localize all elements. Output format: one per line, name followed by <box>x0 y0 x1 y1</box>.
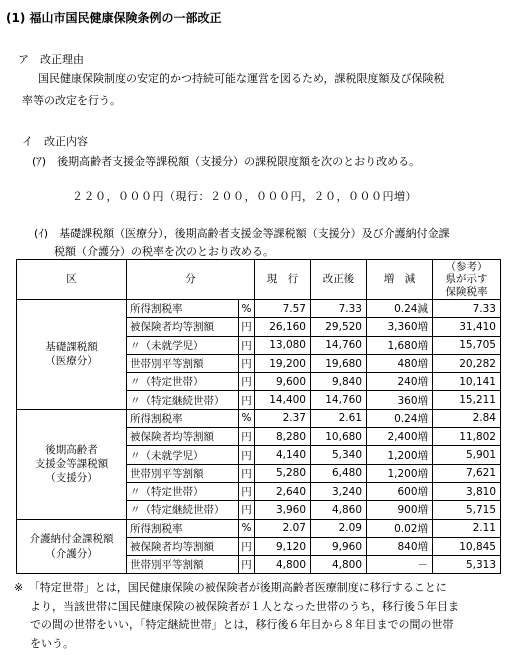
reference-value-cell: 5,313 <box>433 556 501 574</box>
change-value-cell: 900増 <box>367 501 433 519</box>
unit-cell: 円 <box>239 373 255 391</box>
change-value-cell: 360増 <box>367 391 433 409</box>
unit-cell: 円 <box>239 428 255 446</box>
item-cell: 〃（特定継続世帯） <box>127 391 239 409</box>
revised-value-cell: 7.33 <box>311 300 367 318</box>
item-cell: 〃（特定世帯） <box>127 373 239 391</box>
category-cell <box>17 409 127 519</box>
current-value-cell: 26,160 <box>255 318 311 336</box>
unit-cell: 円 <box>239 318 255 336</box>
unit-cell: 円 <box>239 464 255 482</box>
header-ku: 区 <box>17 260 127 300</box>
header-bun: 分 <box>127 260 255 300</box>
revised-value-cell: 14,760 <box>311 391 367 409</box>
change-value-cell: 2,400増 <box>367 428 433 446</box>
category-label: （医療分） <box>45 355 98 368</box>
reference-value-cell: 31,410 <box>433 318 501 336</box>
content-item-2-line2: 税額（介護分）の税率を次のとおり改める。 <box>54 245 274 258</box>
unit-cell: 円 <box>239 446 255 464</box>
current-value-cell: 3,960 <box>255 501 311 519</box>
item-cell: 所得割税率 <box>127 300 239 318</box>
change-value-cell: 1,680増 <box>367 336 433 354</box>
revised-value-cell: 5,340 <box>311 446 367 464</box>
current-value-cell: 7.57 <box>255 300 311 318</box>
header-revised: 改正後 <box>311 260 367 300</box>
revised-value-cell: 14,760 <box>311 336 367 354</box>
category-label: 基礎課税額 <box>45 341 98 354</box>
change-value-cell: 840増 <box>367 537 433 555</box>
footnote-line1: ※ 「特定世帯」とは，国民健康保険の被保険者が後期高齢者医療制度に移行することに <box>14 581 447 594</box>
reason-heading: ア 改正理由 <box>18 53 84 66</box>
reference-value-cell: 11,802 <box>433 428 501 446</box>
category-label: 後期高齢者 <box>45 443 98 456</box>
footnote-line4: をいう。 <box>30 636 74 650</box>
content-heading: イ 改正内容 <box>22 135 88 148</box>
change-value-cell: － <box>367 556 433 574</box>
unit-cell: 円 <box>239 391 255 409</box>
limit-amount: ２２０，０００円（現行：２００，０００円，２０，０００円増） <box>72 190 417 203</box>
item-cell: 被保険者均等割額 <box>127 537 239 555</box>
item-cell: 所得割税率 <box>127 409 239 427</box>
unit-cell: % <box>239 519 255 537</box>
item-cell: 世帯別平等割額 <box>127 464 239 482</box>
category-label: （介護分） <box>45 547 98 560</box>
reference-value-cell: 7,621 <box>433 464 501 482</box>
header-reference: （参考） 県が示す 保険税率 <box>433 260 501 300</box>
reference-value-cell: 10,845 <box>433 537 501 555</box>
revised-value-cell: 9,840 <box>311 373 367 391</box>
unit-cell: 円 <box>239 354 255 372</box>
revised-value-cell: 19,680 <box>311 354 367 372</box>
reference-value-cell: 7.33 <box>433 300 501 318</box>
reference-value-cell: 15,211 <box>433 391 501 409</box>
revised-value-cell: 9,960 <box>311 537 367 555</box>
revised-value-cell: 4,860 <box>311 501 367 519</box>
reference-value-cell: 5,715 <box>433 501 501 519</box>
reference-value-cell: 10,141 <box>433 373 501 391</box>
footnote-line2: より，当該世帯に国民健康保険の被保険者が１人となった世帯のうち，移行後５年目ま <box>30 599 459 613</box>
reason-text-line2: 率等の改定を行う。 <box>22 94 121 107</box>
item-cell: 〃（特定世帯） <box>127 482 239 500</box>
table-header-row <box>17 260 501 300</box>
revised-value-cell: 2.09 <box>311 519 367 537</box>
unit-cell: % <box>239 409 255 427</box>
reference-value-cell: 20,282 <box>433 354 501 372</box>
revised-value-cell: 10,680 <box>311 428 367 446</box>
change-value-cell: 240増 <box>367 373 433 391</box>
revised-value-cell: 2.61 <box>311 409 367 427</box>
item-cell: 被保険者均等割額 <box>127 318 239 336</box>
current-value-cell: 5,280 <box>255 464 311 482</box>
category-cell <box>17 519 127 574</box>
revised-value-cell: 3,240 <box>311 482 367 500</box>
unit-cell: 円 <box>239 537 255 555</box>
header-change: 増 減 <box>367 260 433 300</box>
reason-text-line1: 国民健康保険制度の安定的かつ持続可能な運営を図るため，課税限度額及び保険税 <box>38 72 445 85</box>
reference-value-cell: 2.84 <box>433 409 501 427</box>
unit-cell: 円 <box>239 501 255 519</box>
current-value-cell: 9,120 <box>255 537 311 555</box>
change-value-cell: 600増 <box>367 482 433 500</box>
unit-cell: 円 <box>239 336 255 354</box>
current-value-cell: 9,600 <box>255 373 311 391</box>
category-label: 支援金等課税額 <box>34 458 109 471</box>
content-item-2-line1: (ｲ) 基礎課税額（医療分），後期高齢者支援金等課税額（支援分）及び介護納付金課 <box>34 227 450 240</box>
category-label: 介護納付金課税額 <box>29 533 114 546</box>
current-value-cell: 14,400 <box>255 391 311 409</box>
tax-rate-table <box>16 259 501 574</box>
page-heading: (1) 福山市国民健康保険条例の一部改正 <box>6 11 222 25</box>
footnote-line3: での間の世帯をいい，「特定継続世帯」とは，移行後６年目から８年目までの間の世帯 <box>30 618 454 631</box>
current-value-cell: 2.37 <box>255 409 311 427</box>
category-label: （支援分） <box>45 472 98 485</box>
current-value-cell: 4,800 <box>255 556 311 574</box>
unit-cell: 円 <box>239 556 255 574</box>
current-value-cell: 4,140 <box>255 446 311 464</box>
item-cell: 〃（未就学児） <box>127 446 239 464</box>
change-value-cell: 0.02増 <box>367 519 433 537</box>
item-cell: 世帯別平等割額 <box>127 354 239 372</box>
revised-value-cell: 4,800 <box>311 556 367 574</box>
current-value-cell: 8,280 <box>255 428 311 446</box>
reference-value-cell: 15,705 <box>433 336 501 354</box>
category-cell <box>17 300 127 410</box>
current-value-cell: 13,080 <box>255 336 311 354</box>
change-value-cell: 0.24減 <box>367 300 433 318</box>
content-item-1: (ｱ) 後期高齢者支援金等課税額（支援分）の課税限度額を次のとおり改める。 <box>32 155 421 168</box>
change-value-cell: 1,200増 <box>367 446 433 464</box>
header-current: 現 行 <box>255 260 311 300</box>
reference-value-cell: 3,810 <box>433 482 501 500</box>
item-cell: 〃（未就学児） <box>127 336 239 354</box>
item-cell: 所得割税率 <box>127 519 239 537</box>
table-row <box>17 300 501 318</box>
change-value-cell: 480増 <box>367 354 433 372</box>
table-row <box>17 519 501 537</box>
change-value-cell: 0.24増 <box>367 409 433 427</box>
table-row <box>17 409 501 427</box>
unit-cell: 円 <box>239 482 255 500</box>
change-value-cell: 3,360増 <box>367 318 433 336</box>
reference-value-cell: 2.11 <box>433 519 501 537</box>
footnote <box>14 579 504 653</box>
current-value-cell: 2,640 <box>255 482 311 500</box>
item-cell: 〃（特定継続世帯） <box>127 501 239 519</box>
item-cell: 被保険者均等割額 <box>127 428 239 446</box>
revised-value-cell: 29,520 <box>311 318 367 336</box>
current-value-cell: 19,200 <box>255 354 311 372</box>
unit-cell: % <box>239 300 255 318</box>
item-cell: 世帯別平等割額 <box>127 556 239 574</box>
change-value-cell: 1,200増 <box>367 464 433 482</box>
current-value-cell: 2.07 <box>255 519 311 537</box>
reference-value-cell: 5,901 <box>433 446 501 464</box>
revised-value-cell: 6,480 <box>311 464 367 482</box>
